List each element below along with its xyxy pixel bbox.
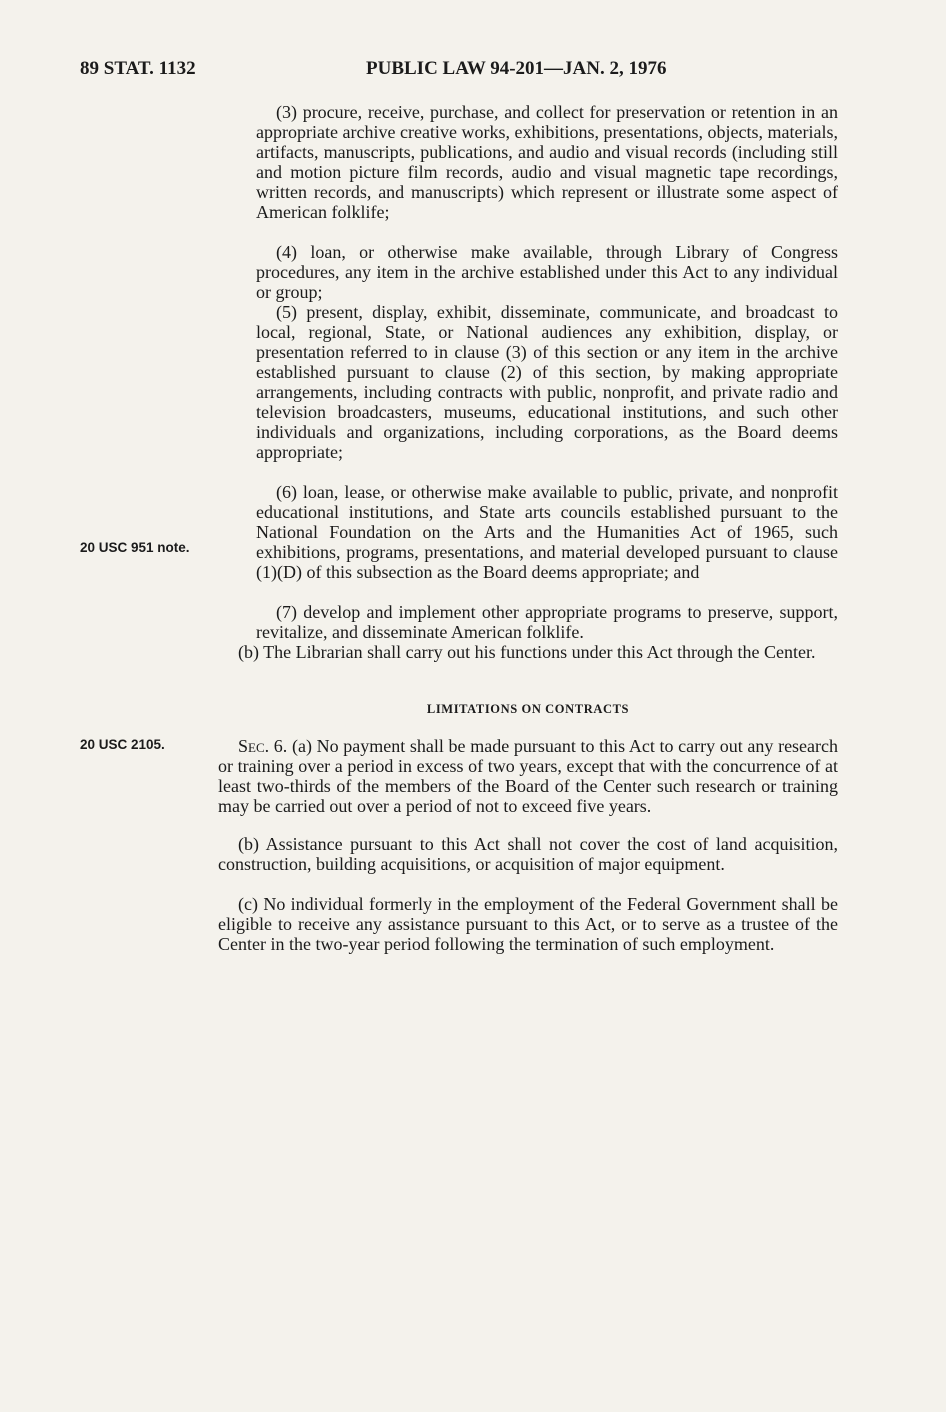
margin-note-951: 20 USC 951 note. (80, 540, 190, 555)
clause-5: (5) present, display, exhibit, disseminate, communicate, and broadcast to local, regional, State, or National audiences any exhibition, display, or presentation referred to in clause (3) of this section or any item in the archive established pursuant to clause (2) of this section, by making appropriate arrangements, including contracts with public, nonprofit, and private radio and television broadcasters, museums, educational institutions, and such other individuals and organizations, including corporations, as the Board deems appropriate; (256, 302, 838, 462)
statute-page-number: 89 STAT. 1132 (80, 58, 196, 79)
clause-7: (7) develop and implement other appropriate programs to preserve, support, revitalize, and disseminate American folklife. (256, 602, 838, 642)
section-heading: LIMITATIONS ON CONTRACTS (426, 702, 630, 716)
section-6-a (218, 736, 838, 816)
clause-3: (3) procure, receive, purchase, and collect for preservation or retention in an appropriate archive creative works, exhibitions, presentations, objects, materials, artifacts, manuscripts, publications, and audio and visual records (including still and motion picture film records, audio and visual magnetic tape recordings, written records, and manuscripts) which represent or illustrate some aspect of American folklife; (256, 102, 838, 222)
section-6-b: (b) Assistance pursuant to this Act shall not cover the cost of land acquisition, construction, building acquisitions, or acquisition of major equipment. (218, 834, 838, 874)
paragraph-b: (b) The Librarian shall carry out his functions under this Act through the Center. (238, 642, 816, 662)
section-label: Sec. 6. (238, 736, 288, 756)
section-6-a-text: (a) No payment shall be made pursuant to this Act to carry out any research or training over a period in excess of two years, except that with the concurrence of at least two-thirds of the members of the Board of the Center such research or training may be carried out over a period of not to exceed five years. (218, 736, 839, 816)
public-law-title: PUBLIC LAW 94-201—JAN. 2, 1976 (366, 58, 667, 79)
margin-note-2105: 20 USC 2105. (80, 737, 165, 752)
section-6-c: (c) No individual formerly in the employment of the Federal Government shall be eligible to receive any assistance pursuant to this Act, or to serve as a trustee of the Center in the two-year period following the termination of such employment. (218, 894, 838, 954)
page-header (80, 58, 840, 86)
clause-6: (6) loan, lease, or otherwise make available to public, private, and nonprofit educational institutions, and State arts councils established pursuant to the National Foundation on the Arts and the Humanities Act of 1965, such exhibitions, programs, presentations, and material developed pursuant to clause (1)(D) of this subsection as the Board deems appropriate; and (256, 482, 838, 582)
clause-4: (4) loan, or otherwise make available, through Library of Congress procedures, any item in the archive established under this Act to any individual or group; (256, 242, 838, 302)
